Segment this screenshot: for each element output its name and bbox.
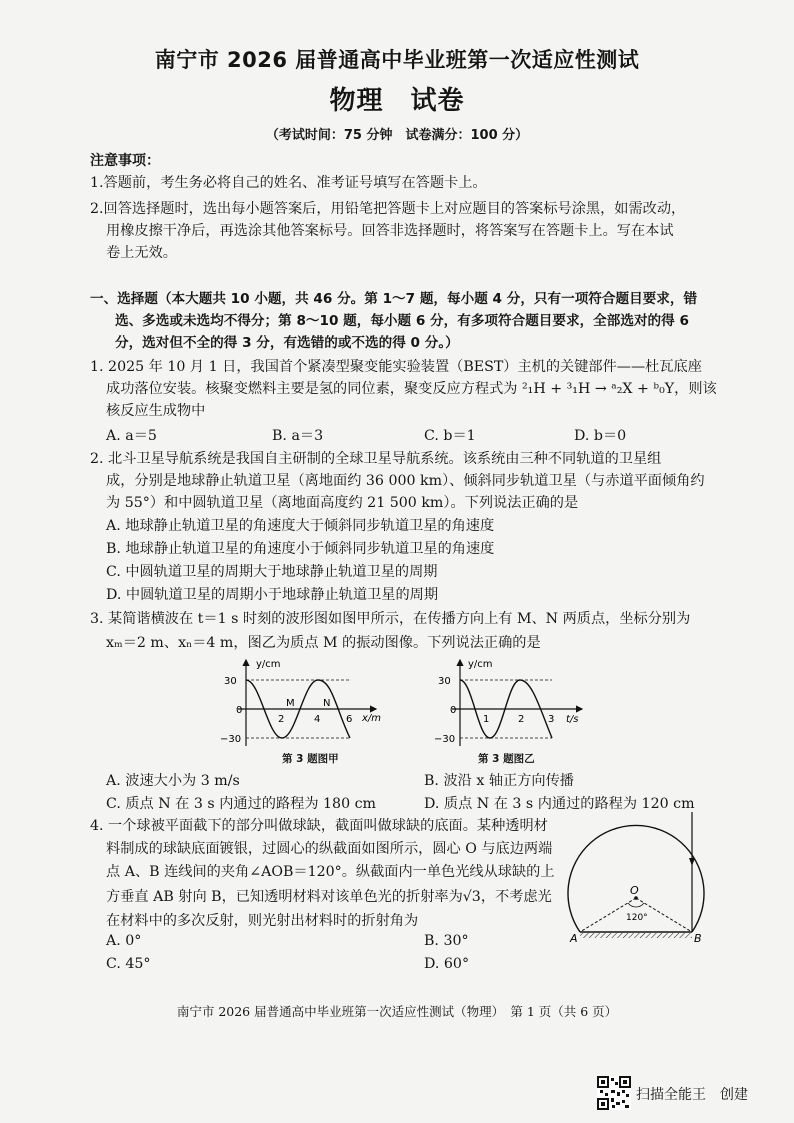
subject-title: 物理 试卷: [329, 86, 465, 116]
q4-option-a[interactable]: A. 0°: [106, 933, 142, 949]
section-instructions: 一、选择题（本大题共 10 小题，共 46 分。第 1～7 题，每小题 4 分，只有一项符合题目要求，错: [90, 291, 698, 307]
point-m-label: M: [286, 698, 295, 709]
q1-stem: 核反应生成物中: [106, 403, 206, 419]
q3-stem: 3. 某简谐横波在 t＝1 s 时刻的波形图如图甲所示，在传播方向上有 M、N 两质点，坐标分别为: [90, 611, 691, 627]
graph-a-caption: 第 3 题图甲: [282, 753, 339, 765]
exam-title: 南宁市 2026 届普通高中毕业班第一次适应性测试: [154, 48, 640, 72]
notice-heading: 注意事项：: [90, 153, 160, 169]
q4-option-d[interactable]: D. 60°: [424, 956, 470, 972]
q2-option-c[interactable]: C. 中圆轨道卫星的周期大于地球静止轨道卫星的周期: [106, 564, 438, 580]
q4-option-b[interactable]: B. 30°: [424, 933, 469, 949]
graph-b-xtick: 1: [483, 714, 490, 725]
graph-b-ytick: −30: [434, 734, 456, 745]
q4-stem: 方垂直 AB 射向 B，已知透明材料对该单色光的折射率为√3，不考虑光: [106, 889, 552, 905]
graph-a-ytick: 0: [236, 705, 243, 716]
scanner-watermark: 扫描全能王 创建: [636, 1087, 748, 1103]
q2-option-d[interactable]: D. 中圆轨道卫星的周期小于地球静止轨道卫星的周期: [106, 587, 439, 603]
graph-b-ytick: 0: [450, 705, 457, 716]
graph-a-ylabel: y/cm: [256, 659, 281, 670]
q3-graph-a: [216, 654, 386, 750]
q2-stem: 为 55°）和中圆轨道卫星（离地面高度约 21 500 km）。下列说法正确的是: [106, 495, 579, 511]
q3-option-b[interactable]: B. 波沿 x 轴正方向传播: [424, 773, 574, 789]
q2-option-a[interactable]: A. 地球静止轨道卫星的角速度大于倾斜同步轨道卫星的角速度: [106, 518, 495, 534]
graph-a-xtick: 4: [314, 714, 321, 725]
graph-b-xtick: 2: [518, 714, 525, 725]
q1-stem: 成功落位安装。核聚变燃料主要是氢的同位素，聚变反应方程式为 ²₁H + ³₁H → ᵃ₂X + ᵇ₀Y，则该: [106, 381, 717, 397]
graph-a-ytick: 30: [224, 676, 237, 687]
q1-option-d[interactable]: D. b＝0: [574, 428, 627, 444]
q4-stem: 点 A、B 连线间的夹角∠AOB＝120°。纵截面内一单色光线从球缺的上: [106, 864, 555, 880]
notice-line: 用橡皮擦干净后，再选涂其他答案标号。回答非选择题时，将答案写在答题卡上。写在本试: [106, 223, 674, 239]
q3-option-d[interactable]: D. 质点 N 在 3 s 内通过的路程为 120 cm: [424, 796, 695, 812]
graph-b-xlabel: t/s: [566, 714, 579, 725]
q3-graph-b: [430, 654, 590, 750]
notice-line: 卷上无效。: [106, 245, 177, 261]
label-o: O: [630, 884, 639, 897]
q1-stem: 1. 2025 年 10 月 1 日，我国首个紧凑型聚变能实验装置（BEST）主机的关键部件——杜瓦底座: [90, 359, 702, 375]
section-instructions: 分，选对但不全的得 3 分，有选错的或不选的得 0 分。）: [115, 335, 459, 351]
graph-b-caption: 第 3 题图乙: [478, 753, 535, 765]
graph-a-ytick: −30: [220, 734, 242, 745]
q4-stem: 在材料中的多次反射，则光射出材料时的折射角为: [106, 913, 419, 929]
notice-line: 1.答题前，考生务必将自己的姓名、准考证号填写在答题卡上。: [90, 175, 487, 191]
graph-a-xtick: 6: [346, 714, 353, 725]
notice-line: 2.回答选择题时，选出每小题答案后，用铅笔把答题卡上对应题目的答案标号涂黑，如需改动，: [90, 201, 686, 217]
point-n-label: N: [323, 698, 331, 709]
q3-option-c[interactable]: C. 质点 N 在 3 s 内通过的路程为 180 cm: [106, 796, 377, 812]
q1-option-a[interactable]: A. a＝5: [106, 428, 157, 444]
q2-option-b[interactable]: B. 地球静止轨道卫星的角速度小于倾斜同步轨道卫星的角速度: [106, 541, 495, 557]
q1-option-c[interactable]: C. b＝1: [424, 428, 476, 444]
q3-stem: xₘ＝2 m、xₙ＝4 m，图乙为质点 M 的振动图像。下列说法正确的是: [106, 635, 541, 651]
angle-label: 120°: [626, 913, 648, 923]
graph-b-xtick: 3: [548, 714, 555, 725]
graph-a-xtick: 2: [278, 714, 285, 725]
q1-option-b[interactable]: B. a＝3: [272, 428, 324, 444]
q3-option-a[interactable]: A. 波速大小为 3 m/s: [106, 773, 240, 789]
q2-stem: 2. 北斗卫星导航系统是我国自主研制的全球卫星导航系统。该系统由三种不同轨道的卫星组: [90, 451, 662, 467]
qr-code-icon: [597, 1076, 631, 1110]
q2-stem: 成，分别是地球静止轨道卫星（离地面约 36 000 km）、倾斜同步轨道卫星（与赤道平面倾角约: [106, 473, 705, 489]
q4-figure: [566, 808, 712, 946]
graph-b-ytick: 30: [438, 676, 451, 687]
page-footer: 南宁市 2026 届普通高中毕业班第一次适应性测试（物理） 第 1 页（共 6 页）: [176, 1004, 618, 1019]
graph-b-ylabel: y/cm: [468, 659, 493, 670]
exam-info: （考试时间：75 分钟 试卷满分：100 分）: [265, 128, 529, 143]
q4-option-c[interactable]: C. 45°: [106, 956, 151, 972]
label-b: B: [694, 932, 702, 945]
graph-a-xlabel: x/m: [362, 713, 382, 724]
q4-stem: 料制成的球缺底面镀银，过圆心的纵截面如图所示，圆心 O 与底边两端: [106, 841, 553, 857]
q4-stem: 4. 一个球被平面截下的部分叫做球缺，截面叫做球缺的底面。某种透明材: [90, 818, 548, 834]
label-a: A: [570, 932, 578, 945]
section-instructions: 选、多选或未选均不得分；第 8～10 题，每小题 6 分，有多项符合题目要求，全部选对的得 6: [115, 313, 689, 329]
